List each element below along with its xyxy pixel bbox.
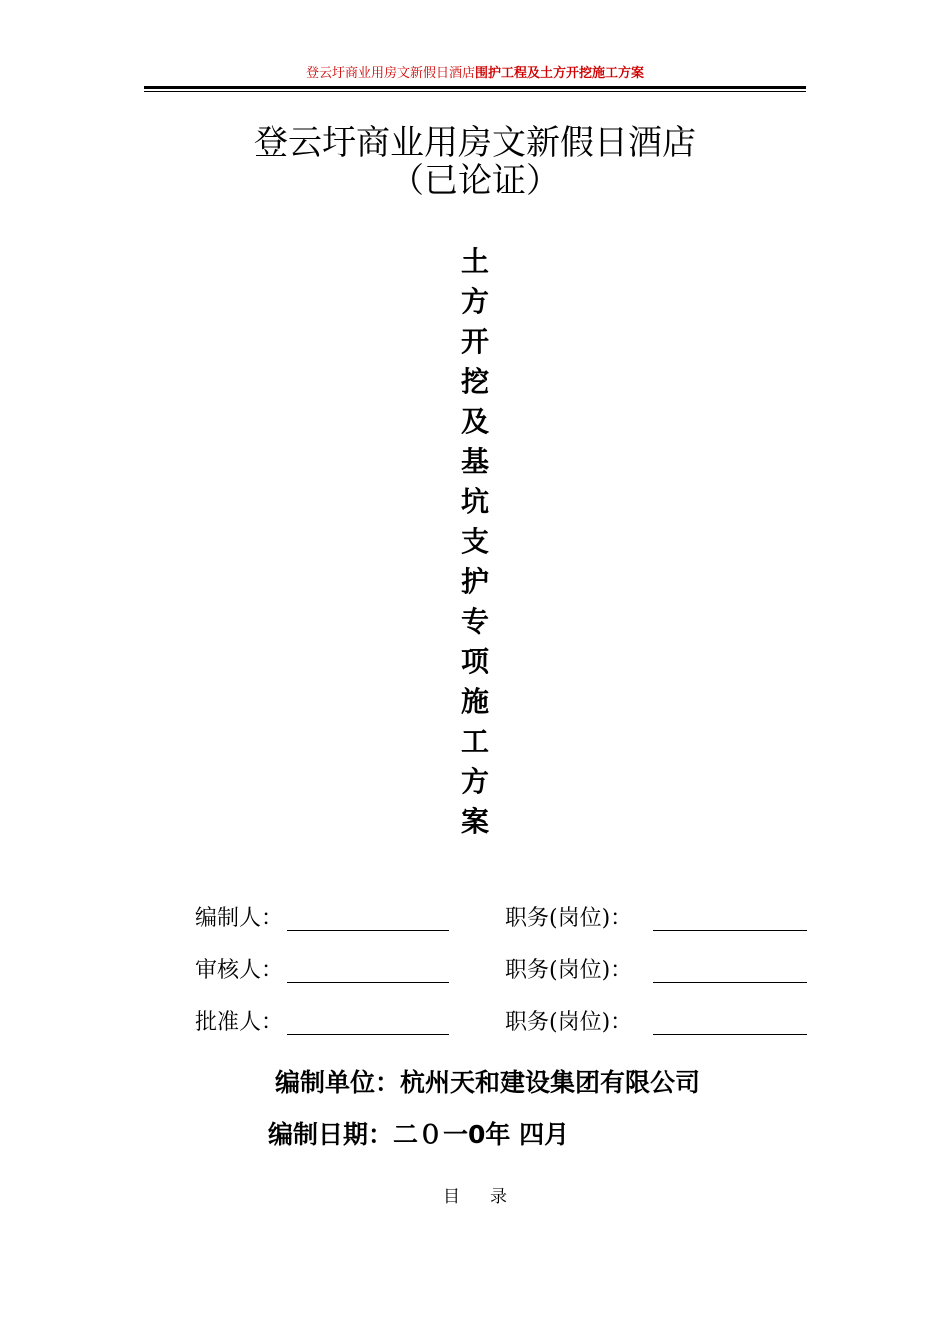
approver-label: 批准人： (195, 1010, 284, 1035)
vertical-title-char: 施 (460, 685, 489, 718)
compiling-date: 编制日期：二０一0年 四月 (268, 1120, 570, 1149)
approver-position-label: 职务(岗位)： (505, 1010, 633, 1035)
vertical-title-char: 护 (460, 565, 489, 598)
table-of-contents-heading: 目录 (443, 1187, 537, 1207)
preparer-position-label: 职务(岗位)： (505, 906, 633, 931)
document-subtitle: （已论证） (390, 161, 560, 201)
vertical-title-char: 坑 (460, 485, 489, 518)
preparer-signature-line (287, 930, 449, 931)
reviewer-position-label: 职务(岗位)： (505, 958, 633, 983)
vertical-title-char: 开 (460, 325, 489, 358)
compiling-organization: 编制单位：杭州天和建设集团有限公司 (275, 1068, 701, 1097)
header-rule-thin (144, 91, 806, 92)
vertical-title-char: 土 (460, 245, 489, 278)
running-header-plain: 登云圩商业用房文新假日酒店 (305, 66, 475, 81)
running-header (0, 66, 950, 82)
signature-row-reviewer (195, 956, 807, 986)
reviewer-signature-line (287, 982, 449, 983)
vertical-title-char: 专 (460, 605, 489, 638)
preparer-label: 编制人： (195, 906, 284, 931)
vertical-title-char: 基 (460, 445, 489, 478)
document-title: 登云圩商业用房文新假日酒店 (254, 123, 696, 163)
vertical-title-char: 方 (460, 285, 489, 318)
vertical-title-char: 挖 (460, 365, 489, 398)
reviewer-label: 审核人： (195, 958, 284, 983)
header-rule-thick (144, 86, 806, 89)
preparer-position-line (653, 930, 807, 931)
reviewer-position-line (653, 982, 807, 983)
vertical-title-char: 案 (460, 805, 489, 838)
vertical-title-char: 方 (460, 765, 489, 798)
approver-signature-line (287, 1034, 449, 1035)
approver-position-line (653, 1034, 807, 1035)
vertical-plan-title (455, 242, 495, 842)
signature-row-preparer (195, 904, 807, 934)
signature-row-approver (195, 1008, 807, 1038)
vertical-title-char: 项 (460, 645, 489, 678)
vertical-title-char: 工 (460, 725, 489, 758)
vertical-title-char: 及 (460, 405, 489, 438)
running-header-bold: 围护工程及土方开挖施工方案 (475, 66, 645, 81)
vertical-title-char: 支 (460, 525, 489, 558)
